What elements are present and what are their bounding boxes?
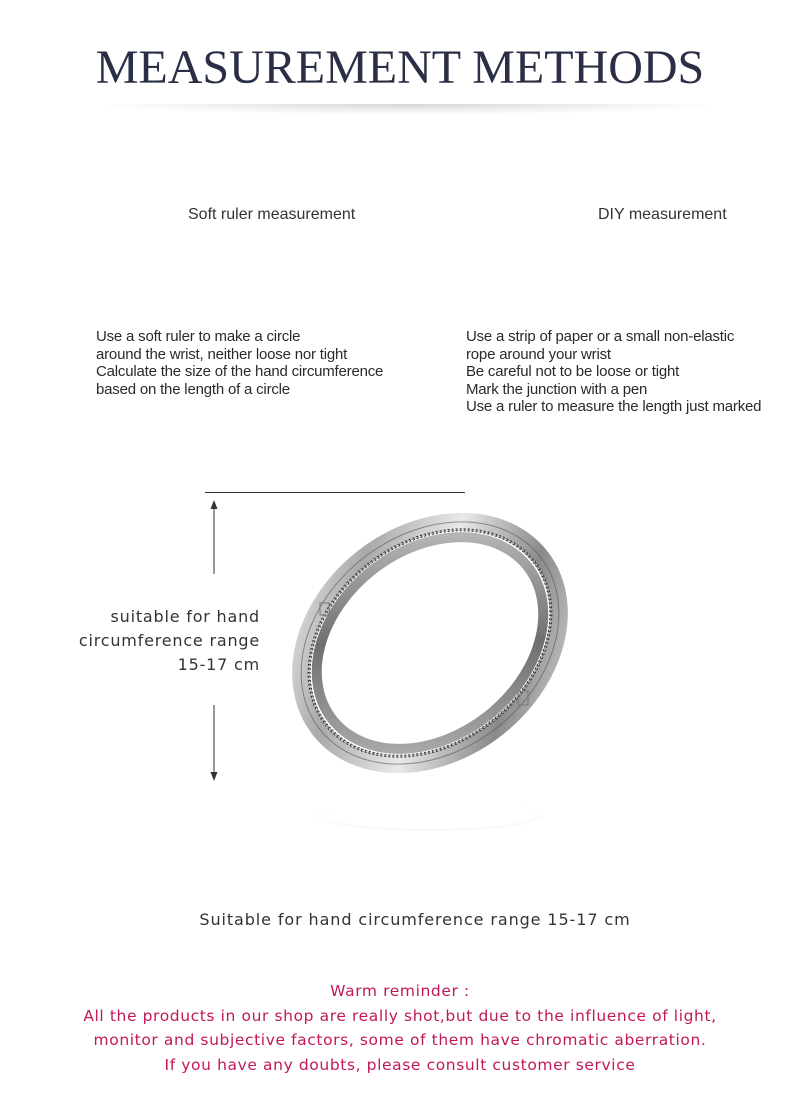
reminder-line: monitor and subjective factors, some of them have chromatic aberration. [93, 1031, 707, 1049]
warm-reminder [0, 979, 800, 1077]
step-line: Use a soft ruler to make a circle [96, 328, 301, 345]
step-line: Use a strip of paper or a small non-elastic [466, 328, 735, 345]
reminder-line: All the products in our shop are really shot,but due to the influence of light, [83, 1006, 717, 1025]
reminder-heading: Warm reminder : [330, 982, 470, 1000]
step-line: Be careful not to be loose or tight [466, 363, 680, 380]
step-line: around the wrist, neither loose nor tight [96, 345, 348, 363]
reminder-line: If you have any doubts, please consult customer service [164, 1055, 636, 1074]
measurement-top-line [205, 492, 465, 493]
step-line: Calculate the size of the hand circumference [96, 363, 384, 380]
step-line: Use a ruler to measure the length just marked [466, 398, 762, 415]
step-line: Mark the junction with a pen [466, 380, 648, 398]
soft-ruler-heading: Soft ruler measurement [188, 206, 356, 223]
range-caption: Suitable for hand circumference range 15-17 cm [199, 910, 631, 929]
arrow-up-icon [207, 500, 221, 575]
step-line: based on the length of a circle [96, 380, 290, 398]
page-title: MEASUREMENT METHODS [95, 41, 705, 94]
side-label-line: circumference range [78, 631, 260, 650]
diy-steps [466, 328, 761, 416]
side-label-line: suitable for hand [110, 607, 260, 626]
step-line: rope around your wrist [466, 345, 611, 363]
title-underline-shadow [110, 104, 710, 114]
diy-heading: DIY measurement [598, 206, 727, 223]
side-range-label [79, 605, 260, 677]
bangle-image [290, 495, 570, 855]
side-label-line: 15-17 cm [177, 655, 260, 674]
soft-ruler-steps [96, 328, 383, 398]
arrow-down-icon [207, 705, 221, 781]
